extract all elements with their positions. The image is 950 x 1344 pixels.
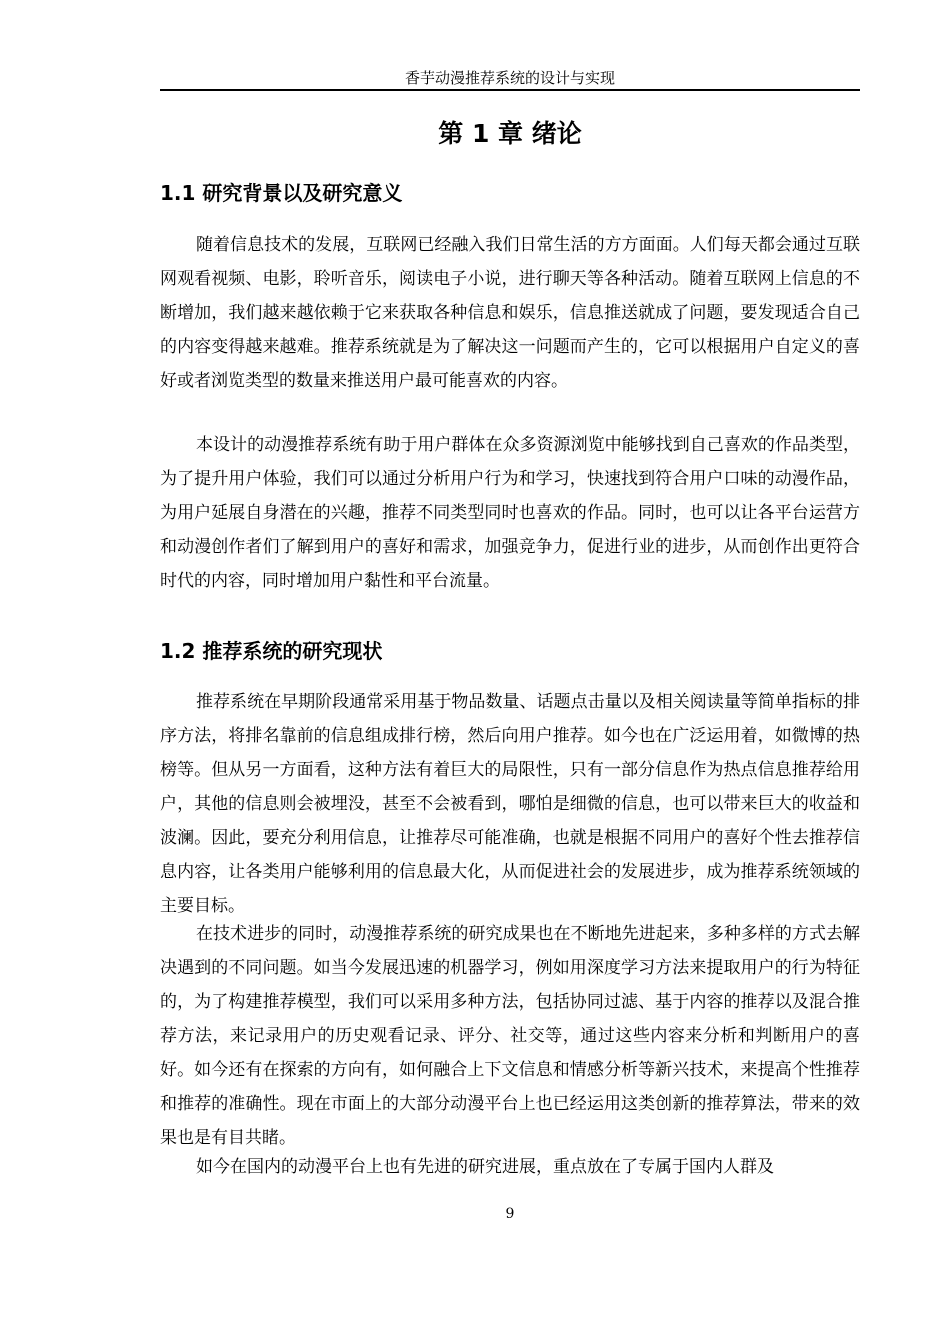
- section-title-1-1: 1.1 研究背景以及研究意义: [160, 181, 403, 205]
- paragraph: 在技术进步的同时，动漫推荐系统的研究成果也在不断地先进起来，多种多样的方式去解决遇到的不同问题。如当今发展迅速的机器学习，例如用深度学习方法来提取用户的行为特征的，为了构建推荐模型，我们可以采用多种方法，包括协同过滤、基于内容的推荐以及混合推荐方法，来记录用户的历史观看记录、评分、社交等，通过这些内容来分析和判断用户的喜好。如今还有在探索的方向有，如何融合上下文信息和情感分析等新兴技术，来提高个性推荐和推荐的准确性。现在市面上的大部分动漫平台上也已经运用这类创新的推荐算法，带来的效果也是有目共睹。: [160, 924, 860, 1148]
- paragraph: 如今在国内的动漫平台上也有先进的研究进展，重点放在了专属于国内人群及: [196, 1157, 774, 1177]
- section-title-1-2: 1.2 推荐系统的研究现状: [160, 639, 383, 663]
- paragraph: 推荐系统在早期阶段通常采用基于物品数量、话题点击量以及相关阅读量等简单指标的排序方法，将排名靠前的信息组成排行榜，然后向用户推荐。如今也在广泛运用着，如微博的热榜等。但从另一方面看，这种方法有着巨大的局限性，只有一部分信息作为热点信息推荐给用户，其他的信息则会被埋没，甚至不会被看到，哪怕是细微的信息，也可以带来巨大的收益和波澜。因此，要充分利用信息，让推荐尽可能准确，也就是根据不同用户的喜好个性去推荐信息内容，让各类用户能够利用的信息最大化，从而促进社会的发展进步，成为推荐系统领域的主要目标。: [160, 692, 860, 916]
- header-rule: [160, 89, 860, 91]
- paragraph: 本设计的动漫推荐系统有助于用户群体在众多资源浏览中能够找到自己喜欢的作品类型，为了提升用户体验，我们可以通过分析用户行为和学习，快速找到符合用户口味的动漫作品，为用户延展自身潜在的兴趣，推荐不同类型同时也喜欢的作品。同时，也可以让各平台运营方和动漫创作者们了解到用户的喜好和需求，加强竞争力，促进行业的进步，从而创作出更符合时代的内容，同时增加用户黏性和平台流量。: [160, 435, 860, 591]
- chapter-title: 第 1 章 绪论: [438, 119, 582, 148]
- page-number: 9: [505, 1206, 515, 1222]
- paragraph: 随着信息技术的发展，互联网已经融入我们日常生活的方方面面。人们每天都会通过互联网观看视频、电影，聆听音乐，阅读电子小说，进行聊天等各种活动。随着互联网上信息的不断增加，我们越来越依赖于它来获取各种信息和娱乐，信息推送就成了问题，要发现适合自己的内容变得越来越难。推荐系统就是为了解决这一问题而产生的，它可以根据用户自定义的喜好或者浏览类型的数量来推送用户最可能喜欢的内容。: [160, 235, 860, 391]
- running-header: 香芋动漫推荐系统的设计与实现: [404, 69, 615, 87]
